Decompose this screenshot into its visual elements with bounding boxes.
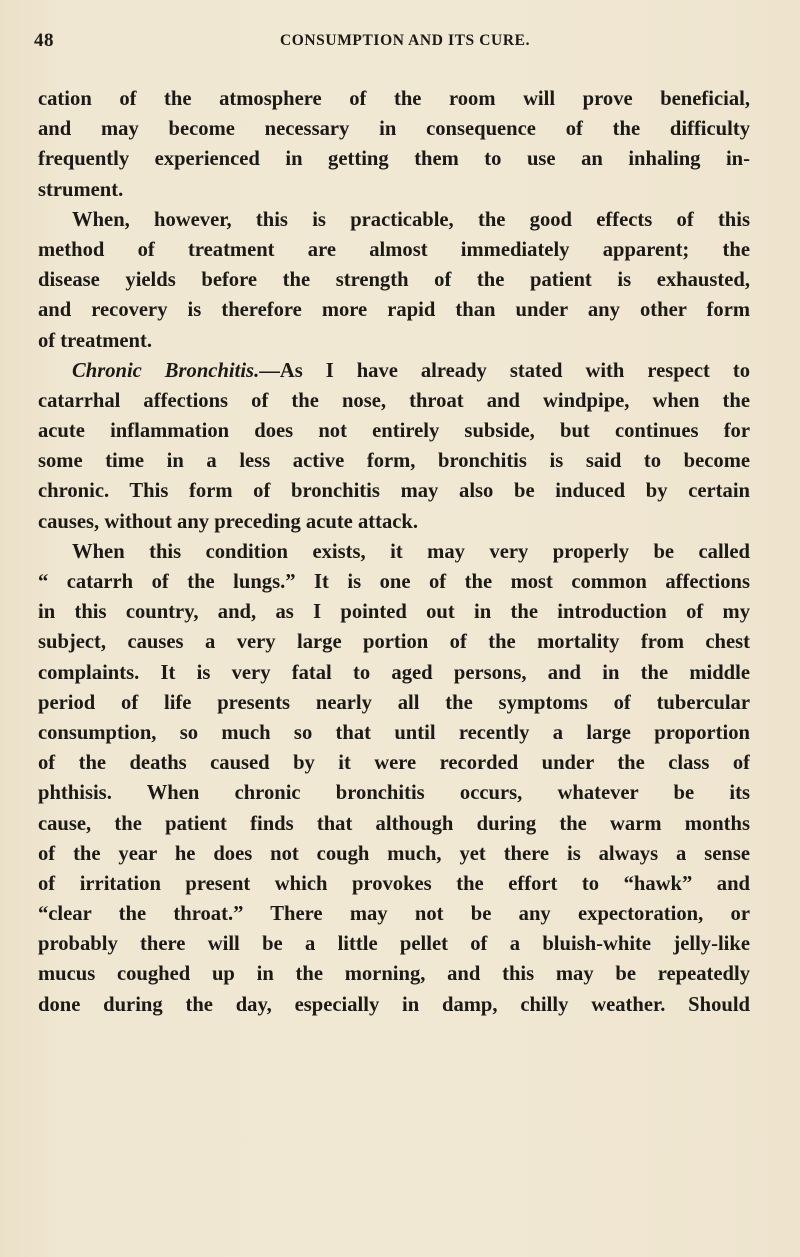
page-header xyxy=(34,30,756,60)
text-line: period of life presents nearly all the symptoms of tubercular xyxy=(38,691,750,714)
text-line: cation of the atmosphere of the room will prove beneficial, xyxy=(38,88,750,110)
text-line: of irritation present which provokes the effort to “hawk” and xyxy=(38,872,750,895)
text-line: When this condition exists, it may very properly be called xyxy=(72,540,750,563)
text-line: frequently experienced in getting them to use an inhaling in- xyxy=(38,148,750,171)
text-line: probably there will be a little pellet of a bluish-white jelly-like xyxy=(38,933,750,956)
text-line: method of treatment are almost immediately apparent; the xyxy=(38,238,750,261)
text-line: catarrhal affections of the nose, throat and windpipe, when the xyxy=(38,389,750,412)
text-line xyxy=(38,356,750,386)
section-heading: Chronic Bronchitis. xyxy=(72,359,260,382)
text-line: some time in a less active form, bronchitis is said to become xyxy=(38,450,750,473)
page-number: 48 xyxy=(34,30,54,51)
text-line: done during the day, especially in damp, chilly weather. Should xyxy=(38,993,750,1016)
text-line: disease yields before the strength of the patient is exhausted, xyxy=(38,269,750,292)
text-line: of the deaths caused by it were recorded under the class of xyxy=(38,752,750,775)
text-line: consumption, so much so that until recently a large proportion xyxy=(38,721,750,744)
text-line: “ catarrh of the lungs.” It is one of the most common affections xyxy=(38,571,750,593)
text-line: causes, without any preceding acute attack. xyxy=(38,510,419,533)
text-line: and recovery is therefore more rapid than under any other form xyxy=(38,299,750,322)
text-line: complaints. It is very fatal to aged persons, and in the middle xyxy=(38,661,750,684)
text-line: of treatment. xyxy=(38,329,152,352)
text-line: and may become necessary in consequence of the difficulty xyxy=(38,118,750,141)
text-line: strument. xyxy=(38,178,124,201)
text-line: cause, the patient finds that although during the warm months xyxy=(38,812,750,835)
text-line: acute inflammation does not entirely subside, but continues for xyxy=(38,420,750,443)
text-line: When, however, this is practicable, the good effects of this xyxy=(72,208,750,231)
text-line: “clear the throat.” There may not be any expectoration, or xyxy=(38,903,750,926)
text-line: mucus coughed up in the morning, and this may be repeatedly xyxy=(38,963,750,986)
text-line: of the year he does not cough much, yet there is always a sense xyxy=(38,842,750,865)
text-line: phthisis. When chronic bronchitis occurs, whatever be its xyxy=(38,782,750,805)
text-line: subject, causes a very large portion of the mortality from chest xyxy=(38,631,750,654)
running-head: CONSUMPTION AND ITS CURE. xyxy=(279,32,531,49)
text-line: in this country, and, as I pointed out in the introduction of my xyxy=(38,601,750,624)
text-line-remainder: —As I have already stated with respect to xyxy=(259,359,750,382)
text-line: chronic. This form of bronchitis may also be induced by certain xyxy=(38,480,750,503)
body-text xyxy=(38,84,750,1020)
